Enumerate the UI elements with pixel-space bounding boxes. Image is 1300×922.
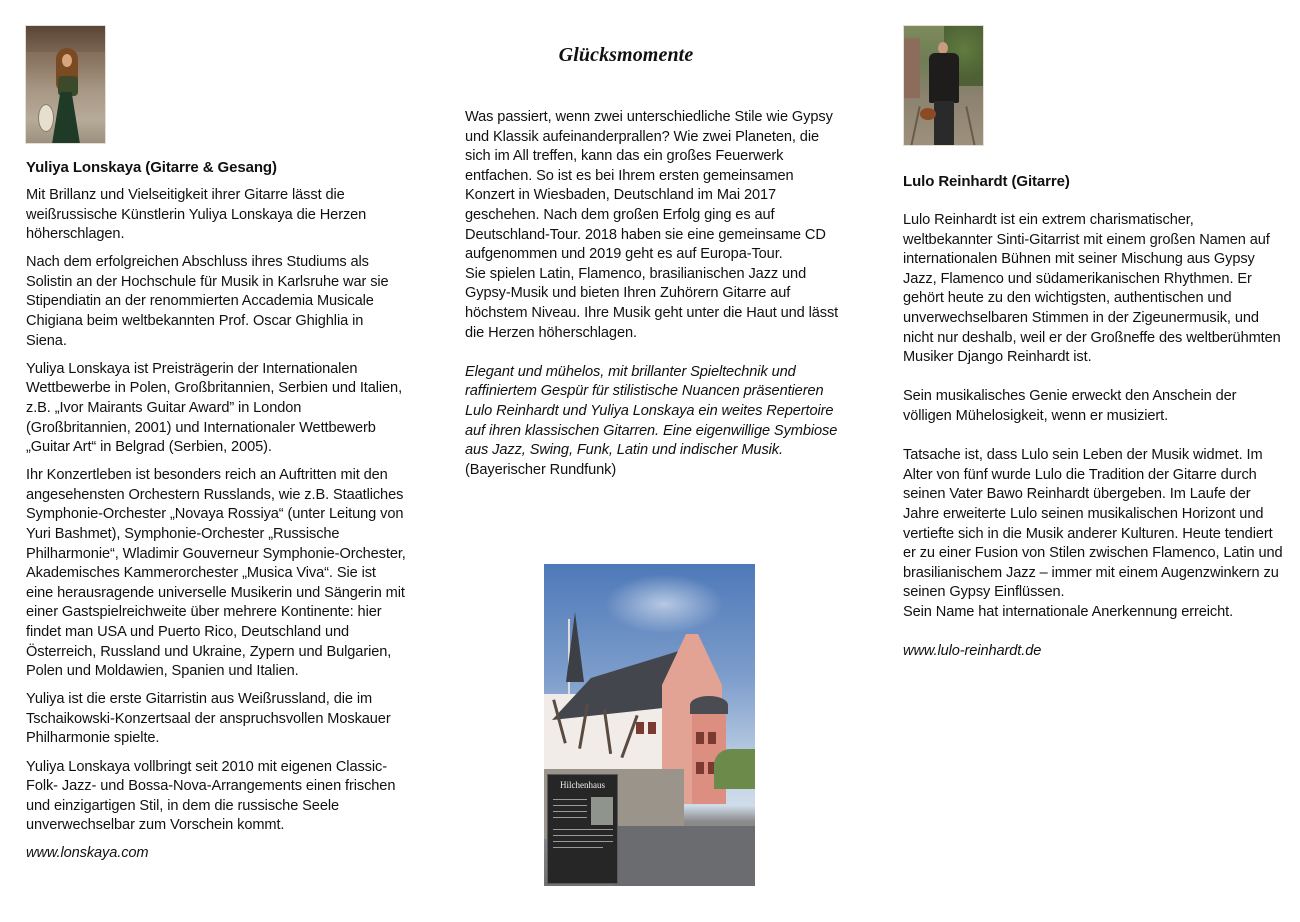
photo-street [614,826,755,886]
sign-text-line [553,841,613,842]
sign-title: Hilchenhaus [560,780,605,790]
left-column [26,158,406,864]
photo-legs [934,101,954,145]
bio-paragraph: Sein musikalisches Genie erweckt den Anschein der völligen Mühelosigkeit, wenn er musiziert. [903,388,1237,424]
right-column [903,172,1283,662]
portrait-photo-yuliya [25,25,106,144]
photo-cloud [604,574,724,634]
bio-paragraph: Yuliya Lonskaya vollbringt seit 2010 mit eigenen Classic-Folk- Jazz- und Bossa-Nova-Arrangements einen frischen und einzigartigen Stil, in dem die russische Seele unverwechselbar zum Vorschein kommt. [26,758,396,834]
photo-tower-roof [690,696,728,714]
style-paragraph: Sie spielen Latin, Flamenco, brasilianischen Jazz und Gypsy-Musik und bieten Ihren Zuhörern Gitarre auf höchstem Niveau. Ihre Musik geht unter die Haut und lässt die Herzen höherschlagen. [465,265,839,341]
sign-text-line [553,829,613,830]
sign-text-line [553,799,587,800]
building-photo-hilchenhaus [544,564,755,886]
bio-paragraph: Sein Name hat internationale Anerkennung erreicht. [903,603,1234,620]
sign-text-line [553,817,587,818]
photo-coat [929,53,959,103]
photo-rail [909,106,920,146]
bio-paragraph: Ihr Konzertleben ist besonders reich an Auftritten mit den angesehensten Orchestern Russlands, wie z.B. Staatliches Symphonie-Orchester „Novaya Rossiya“ (unter Leitung von Yuri Bashmet), Symphonie-Orchester „Russische Philharmonie“, Wladimir Gouverneur Symphonie-Orchester, Akademisches Kammerorchester „Musica Viva“. Sie ist eine herausragende universelle Musikerin und Sängerin mit einer Gastspielreichweite über mehrere Kontinente: hier findet man USA und Puerto Rico, Deutschland und Österreich, Russland und Ukraine, Zypern und Bulgarien, Polen und Moldawien, Spanien und Italien. [26,467,406,680]
photo-window [696,762,704,774]
photo-face [62,54,72,67]
photo-rail [965,106,976,146]
website-link-lonskaya[interactable]: www.lonskaya.com [26,845,149,862]
bio-paragraph: Mit Brillanz und Vielseitigkeit ihrer Gitarre lässt die weißrussische Künstlerin Yuliya Lonskaya die Herzen höherschlagen. [26,187,367,243]
bio-paragraph: Nach dem erfolgreichen Abschluss ihres Studiums als Solistin an der Hochschule für Musik in Karlsruhe war sie Stipendiatin an der renommierten Accademia Musicale Chigiana beim weltbekannten Prof. Oscar Ghighlia in Siena. [26,254,389,349]
sign-text-line [553,835,613,836]
photo-window [648,722,656,734]
guitar-icon [920,108,936,120]
quote-source: (Bayerischer Rundfunk) [465,461,617,478]
sign-picture [591,797,613,825]
photo-window [636,722,644,734]
bio-paragraph: Yuliya ist die erste Gitarristin aus Weißrussland, die im Tschaikowski-Konzertsaal der anspruchsvollen Moskauer Philharmonie spielte. [26,691,391,747]
photo-train-wall [904,38,920,98]
middle-column [465,108,845,480]
portrait-photo-lulo [903,25,984,146]
press-quote: Elegant und mühelos, mit brillanter Spieltechnik und raffiniertem Gespür für stilistische Nuancen präsentieren Lulo Reinhardt und Yuliya Lonskaya ein weites Repertoire auf ihren klassischen Gitarren. Eine eigenwillige Symbiose aus Jazz, Swing, Funk, Latin und indischer Musik. [465,363,838,459]
photo-window [696,732,704,744]
sign-text-line [553,847,603,848]
guitar-icon [38,104,54,132]
page-title: Glücksmomente [558,44,694,66]
info-sign [547,774,618,884]
photo-hill [714,749,755,789]
bio-paragraph: Tatsache ist, dass Lulo sein Leben der Musik widmet. Im Alter von fünf wurde Lulo die Tradition der Gitarre durch seinen Vater Bawo Reinhardt übergeben. Im Laufe der Jahre erweiterte Lulo seinen musikalischen Horizont und vertiefte sich in die Musik anderer Kulturen. Heute tendiert er zu einer Fusion von Stilen zwischen Flamenco, Latin und brasilianischem Jazz – immer mit einem Augenzwinkern zu seinen Gypsy Einflüssen. [903,447,1283,601]
bio-paragraph: Yuliya Lonskaya ist Preisträgerin der Internationalen Wettbewerbe in Polen, Großbritannien, Serbien und Italien, z.B. „Ivor Mairants Guitar Award” in London (Großbritannien, 2001) und Internationaler Wettbewerb „Guitar Art“ in Belgrad (Serbien, 2005). [26,360,403,456]
photo-window [708,732,716,744]
website-link-lulo[interactable]: www.lulo-reinhardt.de [903,643,1042,660]
artist-heading-yuliya: Yuliya Lonskaya (Gitarre & Gesang) [26,159,277,176]
photo-dress [52,92,80,144]
sign-text-line [553,805,587,806]
artist-heading-lulo: Lulo Reinhardt (Gitarre) [903,173,1070,190]
bio-paragraph: Lulo Reinhardt ist ein extrem charismatischer, weltbekannter Sinti-Gitarrist mit einem großen Namen auf internationalen Bühnen mit seiner Mischung aus Gypsy Jazz, Flamenco und südamerikanischen Rhythmen. Er gehört heute zu den wichtigsten, authentischen und unverwechselbaren Stimmen in der Zigeunermusik, und nicht nur deshalb, weil er der Großneffe des weltberühmten Musiker Django Reinhardt ist. [903,212,1281,366]
intro-paragraph: Was passiert, wenn zwei unterschiedliche Stile wie Gypsy und Klassik aufeinanderprallen? Wie zwei Planeten, die sich im All treffen, kann das ein großes Feuerwerk entfachen. So ist es bei Ihrem ersten gemeinsamen Konzert in Wiesbaden, Deutschland im Mai 2017 geschehen. Nach dem großen Erfolg ging es auf Deutschland-Tour. 2018 haben sie eine gemeinsame CD aufgenommen und 2019 geht es auf Europa-Tour. [465,109,833,263]
sign-text-line [553,811,587,812]
